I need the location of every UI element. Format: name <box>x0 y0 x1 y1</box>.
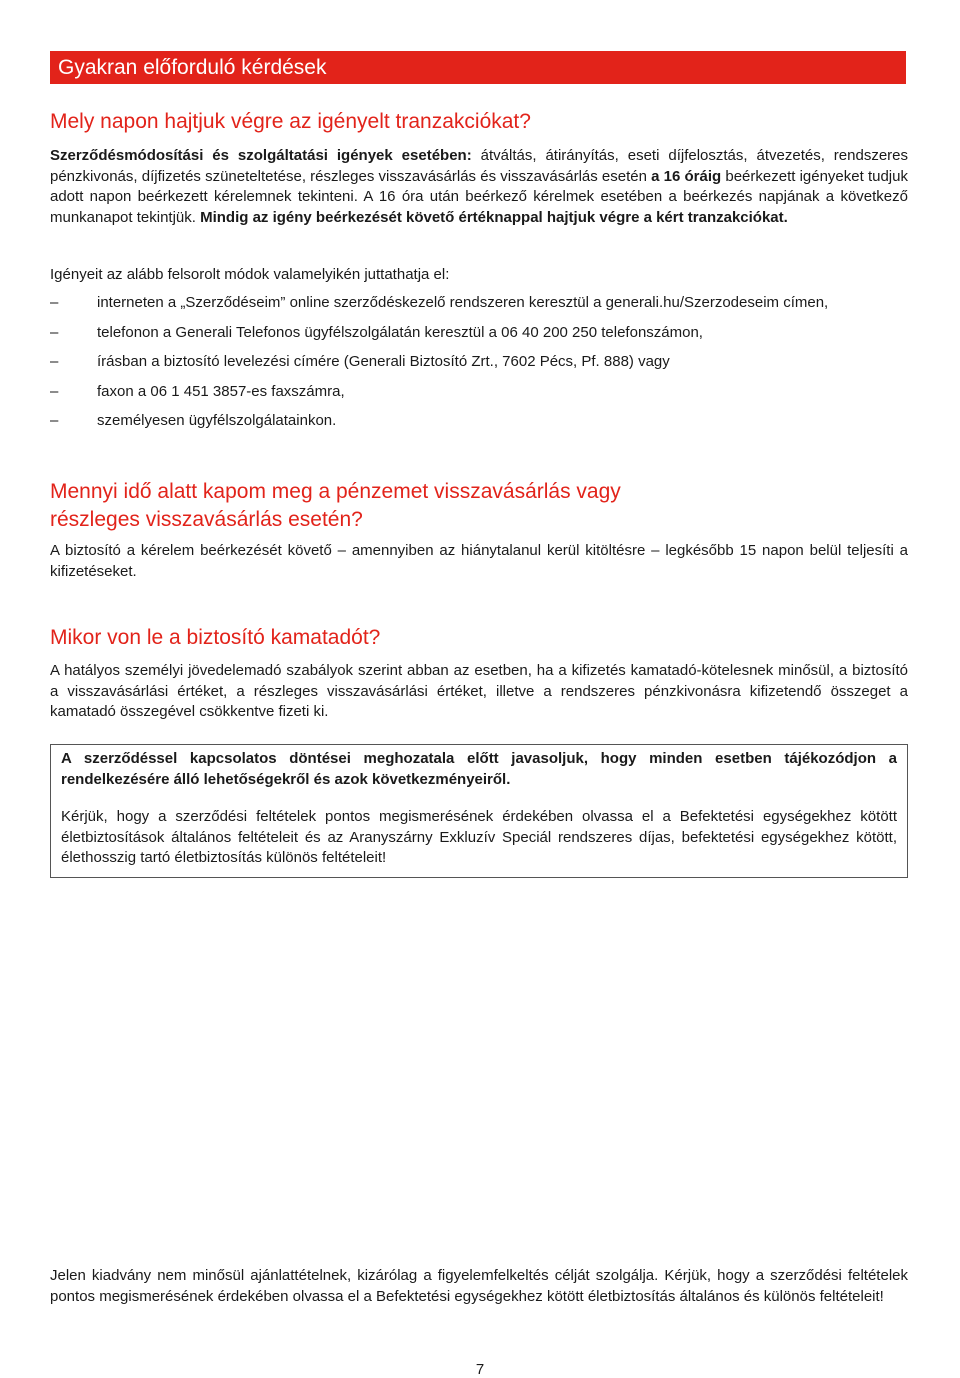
list-item-text: telefonon a Generali Telefonos ügyfélszolgálatán keresztül a 06 40 200 250 telefonszámon, <box>97 323 703 341</box>
list-item <box>50 382 908 412</box>
list-item <box>50 411 908 441</box>
submission-intro: Igényeit az alább felsorolt módok valamelyikén juttathatja el: <box>50 266 450 283</box>
list-item-text: interneten a „Szerződéseim” online szerződéskezelő rendszeren keresztül a generali.hu/Szerzodeseim címen, <box>97 294 829 311</box>
list-item-text: faxon a 06 1 451 3857-es faxszámra, <box>97 382 345 400</box>
bold-value-date: Mindig az igény beérkezését követő értéknappal hajtjuk végre a kért tranzakciókat. <box>200 208 788 226</box>
section-banner <box>50 51 906 84</box>
notice-box <box>50 744 908 878</box>
deadline-text: beérkezett igényeket tudjuk adott napon beérkezett kérelemnek tekinteni. A 16 óra után beérkező kérelmek esetében a beérkezés napjának a következő munkanapot tekintjük. <box>50 167 908 226</box>
footer-disclaimer: Jelen kiadvány nem minősül ajánlattételnek, kizárólag a figyelemfelkeltés célját szolgálja. Kérjük, hogy a szerződési feltételek pontos megismerésének érdekében olvassa el a Befektetési egységekhez kötött életbiztosítás általános és különös feltételeit! <box>50 1267 908 1305</box>
bold-intro: Szerződésmódosítási és szolgáltatási igények esetében: <box>50 147 472 164</box>
list-item <box>50 352 908 382</box>
payout-paragraph: A biztosító a kérelem beérkezését követő – amennyiben az hiánytalanul kerül kitöltésre – legkésőbb 15 napon belül teljesíti a kifizetéseket. <box>50 542 908 580</box>
dash-bullet: – <box>50 323 59 341</box>
tax-paragraph: A hatályos személyi jövedelemadó szabályok szerint abban az esetben, ha a kifizetés kamatadó-kötelesnek minősül, a biztosító a visszavásárlási értéket, a részleges visszavásárlási értéket, illetve a rendszeres pénzkivonásra kifizetendő összeget a kamatadó összegével csökkentve fizeti ki. <box>50 662 908 720</box>
list-item <box>50 293 908 323</box>
notice-bold-text: A szerződéssel kapcsolatos döntései meghozatala előtt javasoljuk, hogy minden esetben tájékozódjon a rendelkezésére álló lehetőségekről és azok következményeiről. <box>61 750 897 788</box>
list-item <box>50 323 908 353</box>
dash-bullet: – <box>50 382 59 400</box>
dash-bullet: – <box>50 294 59 311</box>
dash-bullet: – <box>50 412 59 429</box>
banner-title: Gyakran előforduló kérdések <box>58 56 327 79</box>
faq-heading-tax: Mikor von le a biztosító kamatadót? <box>50 626 381 649</box>
faq-heading-payout <box>50 478 621 534</box>
heading-line: Mennyi idő alatt kapom meg a pénzemet visszavásárlás vagy <box>50 480 621 503</box>
dash-bullet: – <box>50 353 59 370</box>
bold-deadline: a 16 óráig <box>651 167 722 185</box>
heading-line: részleges visszavásárlás esetén? <box>50 508 363 531</box>
submission-methods-list <box>50 293 908 441</box>
intro-text: átváltás, átirányítás, eseti díjfelosztás, átvezetés, rendszeres pénzkivonás, díjfizetés szüneteltetése, részleges visszavásárlás és visszavásárlás esetén <box>50 147 908 185</box>
faq-heading-transactions: Mely napon hajtjuk végre az igényelt tranzakciókat? <box>50 110 531 133</box>
list-item-text: személyesen ügyfélszolgálatainkon. <box>97 412 337 429</box>
list-item-text: írásban a biztosító levelezési címére (Generali Biztosító Zrt., 7602 Pécs, Pf. 888) vagy <box>97 353 670 370</box>
page-number: 7 <box>475 1361 485 1378</box>
notice-text: Kérjük, hogy a szerződési feltételek pontos megismerésének érdekében olvassa el a Befektetési egységekhez kötött életbiztosítások általános feltételeit és az Aranyszárny Exkluzív Speciál rendszeres díjas, befektetési egységekhez kötött, élethosszig tartó életbiztosítás különös feltételeit! <box>61 808 897 866</box>
transactions-paragraph <box>50 146 908 228</box>
